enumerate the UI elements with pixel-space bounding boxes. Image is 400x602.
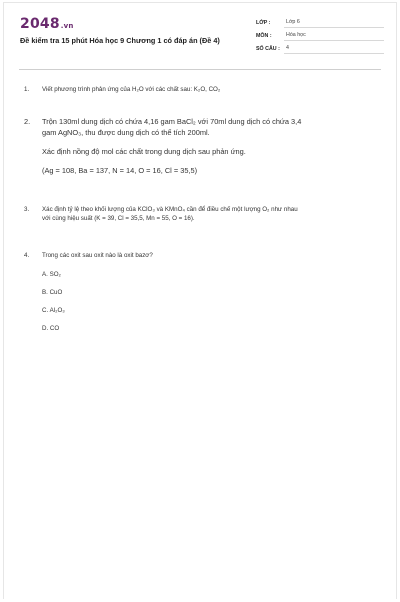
logo-main: 2048 (20, 16, 60, 32)
question-2-line-1: Trộn 130ml dung dịch có chứa 4,16 gam BaCl₂ với 70ml dung dịch có chứa 3,4 (42, 117, 302, 126)
header-divider (19, 69, 381, 70)
question-3-line-2: với cùng hiệu suất (K = 39, Cl = 35,5, Mn = 55, O = 16). (42, 215, 195, 222)
site-logo[interactable] (20, 16, 74, 32)
meta-mon-value: Hóa học (284, 30, 384, 41)
answer-option-a[interactable]: A. SO₂ (42, 271, 61, 278)
answer-options (24, 266, 376, 338)
question-3 (24, 205, 376, 223)
meta-lop-value: Lớp 6 (284, 17, 384, 28)
meta-socau-value: 4 (284, 43, 384, 54)
meta-socau-label: SỐ CÂU : (256, 45, 280, 52)
document-page (3, 2, 397, 599)
answer-option-c[interactable]: C. Al₂O₃ (42, 307, 65, 314)
meta-lop (256, 16, 384, 29)
page-header (4, 3, 396, 67)
meta-lop-label: LỚP : (256, 19, 271, 26)
logo-suffix: .vn (60, 22, 74, 30)
question-1-number: 1. (24, 86, 30, 93)
question-3-line-1: Xác định tỷ lệ theo khối lượng của KClO₃ và KMnO₄ cần để điều chế một lượng O₂ như nhau (42, 206, 298, 213)
question-2-line-2: gam AgNO₃, thu được dung dịch có thể tích 200ml. (42, 128, 210, 137)
question-4-text: Trong các oxit sau oxit nào là oxit bazơ? (42, 252, 153, 259)
question-2-line-4: (Ag = 108, Ba = 137, N = 14, O = 16, Cl = 35,5) (42, 166, 198, 175)
meta-socau (256, 42, 384, 55)
exam-meta (256, 16, 384, 55)
meta-mon (256, 29, 384, 42)
question-2-line-3: Xác định nồng độ mol các chất trong dung dịch sau phản ứng. (42, 147, 246, 156)
question-1 (24, 85, 376, 94)
question-4 (24, 251, 376, 338)
question-2-number: 2. (24, 117, 31, 126)
question-3-number: 3. (24, 206, 30, 213)
question-1-text: Viết phương trình phản ứng của H₂O với các chất sau: K₂O, CO₂ (42, 86, 221, 93)
question-2 (24, 116, 376, 176)
question-4-number: 4. (24, 252, 30, 259)
meta-mon-label: MÔN : (256, 32, 272, 39)
page-title: Đề kiểm tra 15 phút Hóa học 9 Chương 1 có đáp án (Đề 4) (20, 36, 220, 45)
answer-option-b[interactable]: B. CuO (42, 289, 63, 296)
answer-option-d[interactable]: D. CO (42, 325, 60, 332)
